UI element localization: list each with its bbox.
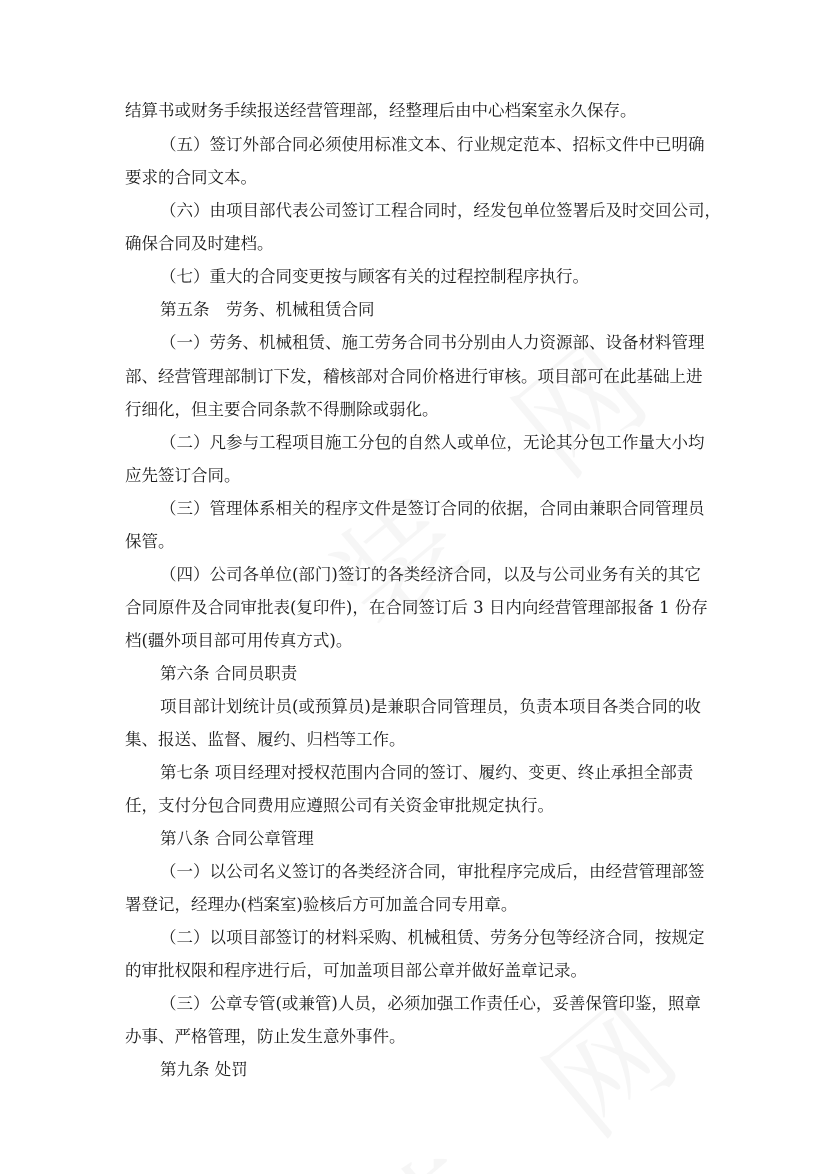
text-line: （七）重大的合同变更按与顾客有关的过程控制程序执行。 (160, 267, 589, 286)
text-line: 集、报送、监督、履约、归档等工作。 (125, 730, 406, 749)
text-line: 部、经营管理部制订下发，稽核部对合同价格进行审核。项目部可在此基础上进 (125, 367, 703, 386)
text-line: 要求的合同文本。 (125, 168, 257, 187)
text-line: （二）以项目部签订的材料采购、机械租赁、劳务分包等经济合同，按规定 (160, 928, 705, 947)
text-line: （一）劳务、机械租赁、施工劳务合同书分别由人力资源部、设备材料管理 (160, 333, 705, 352)
text-line: 合同原件及合同审批表(复印件)，在合同签订后 3 日内向经营管理部报备 1 份存 (125, 598, 708, 617)
text-line: （三）管理体系相关的程序文件是签订合同的依据，合同由兼职合同管理员 (160, 499, 705, 518)
text-line: 的审批权限和程序进行后，可加盖项目部公章并做好盖章记录。 (125, 961, 587, 980)
text-line: 保管。 (125, 532, 175, 551)
section-heading: 第七条 项目经理对授权范围内合同的签订、履约、变更、终止承担全部责 (160, 763, 694, 782)
section-heading: 第五条 劳务、机械租赁合同 (160, 300, 375, 319)
text-line: （三）公章专管(或兼管)人员，必须加强工作责任心，妥善保管印鉴，照章 (160, 994, 701, 1013)
text-line: （六）由项目部代表公司签订工程合同时，经发包单位签署后及时交回公司， (160, 201, 721, 220)
text-line: 确保合同及时建档。 (125, 234, 274, 253)
text-line: （四）公司各单位(部门)签订的各类经济合同，以及与公司业务有关的其它 (160, 565, 701, 584)
section-heading: 第八条 合同公章管理 (160, 829, 314, 848)
text-line: （二）凡参与工程项目施工分包的自然人或单位，无论其分包工作量大小均 (160, 433, 705, 452)
text-line: 任，支付分包合同费用应遵照公司有关资金审批规定执行。 (125, 796, 554, 815)
text-line: 署登记，经理办(档案室)验核后方可加盖合同专用章。 (125, 895, 518, 914)
section-heading: 第六条 合同员职责 (160, 664, 298, 683)
text-line: 档(疆外项目部可用传真方式)。 (125, 631, 353, 650)
section-heading: 第九条 处罚 (160, 1060, 248, 1079)
text-line: 项目部计划统计员(或预算员)是兼职合同管理员，负责本项目各类合同的收 (160, 697, 701, 716)
text-line: （五）签订外部合同必须使用标准文本、行业规定范本、招标文件中已明确 (160, 135, 705, 154)
text-line: 结算书或财务手续报送经营管理部，经整理后由中心档案室永久保存。 (125, 101, 637, 120)
text-line: （一）以公司名义签订的各类经济合同，审批程序完成后，由经营管理部签 (160, 862, 705, 881)
text-line: 行细化，但主要合同条款不得删除或弱化。 (125, 400, 439, 419)
text-line: 办事、严格管理，防止发生意外事件。 (125, 1027, 406, 1046)
text-line: 应先签订合同。 (125, 466, 241, 485)
